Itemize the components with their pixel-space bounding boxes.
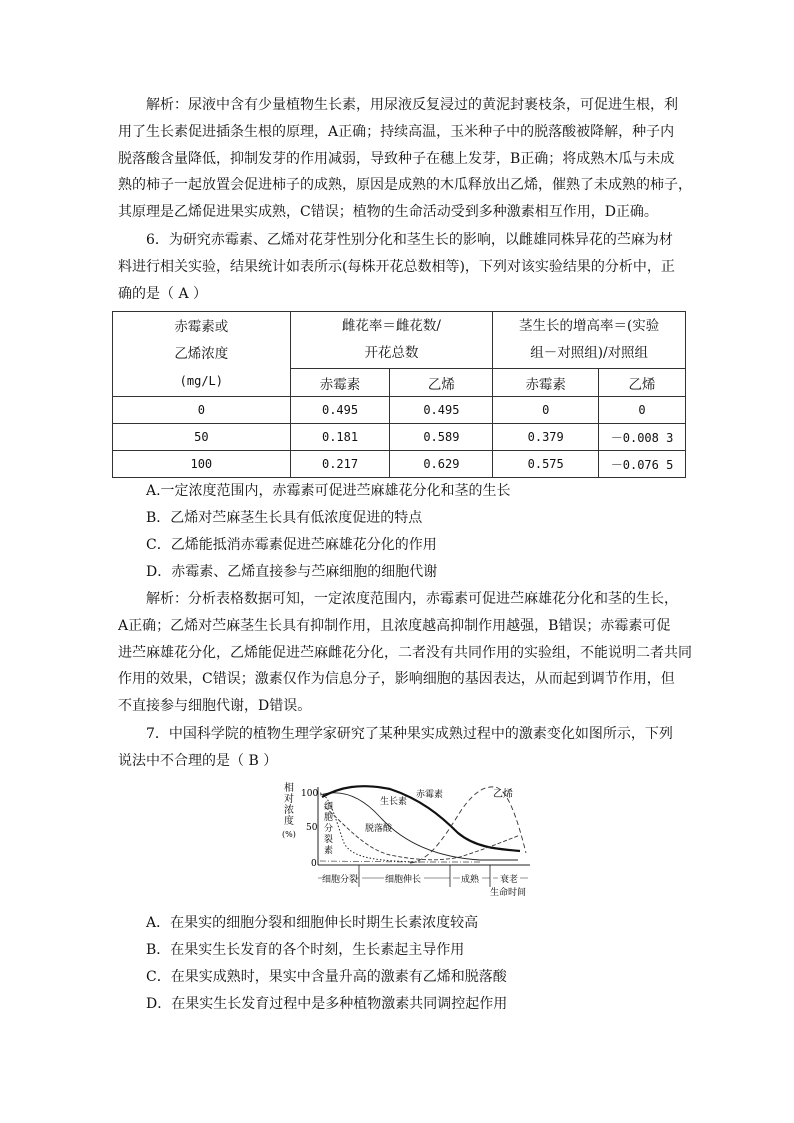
- stage-label: 衰老: [500, 875, 519, 885]
- table-cell: 0: [599, 397, 686, 424]
- auxin-label: 生长素: [380, 797, 408, 807]
- header-text: 开花总数: [364, 345, 419, 361]
- text-line: 不直接参与细胞代谢，D错误。: [118, 698, 312, 715]
- header-text: 乙烯浓度: [174, 345, 229, 362]
- q7-option-a: A．在果实的细胞分裂和细胞伸长时期生长素浓度较高: [146, 915, 479, 931]
- header-text: 组－对照组)/对照组: [530, 345, 649, 361]
- table-subheader: 赤霉素: [493, 369, 599, 397]
- stage-label: 成熟: [461, 875, 480, 885]
- y-tick-100: 100: [301, 789, 319, 799]
- ethylene-label: 乙烯: [493, 789, 513, 800]
- q7-option-c: C．在果实成熟时，果实中含量升高的激素有乙烯和脱落酸: [146, 969, 507, 985]
- table-cell: 0: [113, 397, 291, 424]
- text-line: A正确；乙烯对苎麻茎生长具有抑制作用，且浓度越高抑制作用越强，B错误；赤霉素可促: [118, 617, 671, 634]
- stage-label: 细胞伸长: [385, 875, 422, 885]
- text-line: 解析：分析表格数据可知，一定浓度范围内，赤霉素可促进苎麻雄花分化和茎的生长，: [146, 591, 678, 607]
- table-cell: 0.495: [290, 397, 390, 424]
- text-line: 7．中国科学院的植物生理学家研究了某种果实成熟过程中的激素变化如图所示，下列: [146, 726, 673, 742]
- text-line: 料进行相关实验，结果统计如表所示(每株开花总数相等)，下列对该实验结果的分析中，正: [118, 258, 675, 275]
- y-axis-label: 相 对 浓 度 (%): [282, 783, 296, 839]
- x-axis-label: 生命时间: [490, 888, 527, 898]
- q6-option-c: C．乙烯能抵消赤霉素促进苎麻雄花分化的作用: [146, 537, 437, 553]
- header-text: (mg/L): [179, 373, 223, 388]
- table-cell: －0.008 3: [599, 424, 686, 451]
- y-tick-50: 50: [306, 823, 318, 833]
- table-subheader: 赤霉素: [290, 369, 390, 397]
- q6-option-d: D．赤霉素、乙烯直接参与苎麻细胞的细胞代谢: [146, 564, 438, 580]
- table-cell: 0.181: [290, 424, 390, 451]
- abscisic-acid-label: 脱落酸: [365, 824, 393, 834]
- table-subheader: 乙烯: [599, 369, 686, 397]
- text-line: 作用的效果，C错误；激素仅作为信息分子，影响细胞的基因表达，从而起到调节作用，但: [118, 671, 675, 688]
- header-text: 茎生长的增高率＝(实验: [519, 318, 660, 334]
- hormone-change-figure: [280, 781, 536, 899]
- text-line: 6．为研究赤霉素、乙烯对花芽性别分化和茎生长的影响，以雌雄同株异花的苎麻为材: [146, 232, 673, 248]
- q7-stem: [118, 721, 684, 775]
- q6-option-a: A.一定浓度范围内，赤霉素可促进苎麻雄花分化和茎的生长: [146, 483, 511, 499]
- table-cell: －0.076 5: [599, 451, 686, 478]
- table-subheader: 乙烯: [390, 369, 493, 397]
- q6-data-table: [112, 311, 686, 478]
- cytokinin-label: 细 胞 分 裂 素: [324, 802, 334, 856]
- table-cell: 0: [493, 397, 599, 424]
- text-line: 说法中不合理的是（ B ）: [118, 752, 278, 769]
- table-cell: 100: [113, 451, 291, 478]
- text-line: 用了生长素促进插条生根的原理，A正确；持续高温，玉米种子中的脱落酸被降解，种子内: [118, 123, 675, 140]
- q7-option-b: B．在果实生长发育的各个时刻，生长素起主导作用: [146, 942, 465, 958]
- text-line: 脱落酸含量降低，抑制发芽的作用减弱，导致种子在穗上发芽，B正确；将成熟木瓜与未成: [118, 150, 675, 167]
- table-row: [113, 424, 686, 451]
- table-header-female-rate: [290, 312, 493, 369]
- table-header-concentration: [113, 312, 291, 397]
- stage-label: 细胞分裂: [322, 875, 359, 885]
- header-text: 赤霉素或: [174, 318, 229, 335]
- table-cell: 50: [113, 424, 291, 451]
- q6-analysis: [118, 586, 692, 720]
- baseline-dashdot-line: [320, 861, 480, 862]
- table-cell: 0.495: [390, 397, 493, 424]
- text-line: 解析：尿液中含有少量植物生长素，用尿液反复浸过的黄泥封裹枝条，可促进生根，利: [146, 97, 678, 113]
- text-line: 其原理是乙烯促进果实成熟，C错误；植物的生命活动受到多种激素相互作用，D正确。: [118, 204, 658, 221]
- q7-option-d: D．在果实生长发育过程中是多种植物激素共同调控起作用: [146, 996, 508, 1012]
- table-row: [113, 397, 686, 424]
- text-line: 确的是（ A ）: [118, 285, 208, 302]
- q5-analysis: [118, 92, 692, 226]
- abscisic-acid-curve: [325, 807, 520, 860]
- q6-stem: [118, 227, 684, 307]
- table-header-growth-rate: [493, 312, 686, 369]
- y-tick-0: 0: [311, 859, 317, 869]
- text-line: 熟的柿子一起放置会促进柿子的成熟，原因是成熟的木瓜释放出乙烯，催熟了未成熟的柿子，: [118, 177, 692, 194]
- table-cell: 0.589: [390, 424, 493, 451]
- q6-option-b: B．乙烯对苎麻茎生长具有低浓度促进的特点: [146, 510, 423, 526]
- table-cell: 0.217: [290, 451, 390, 478]
- table-row: [113, 451, 686, 478]
- gibberellin-label: 赤霉素: [416, 790, 444, 800]
- table-cell: 0.379: [493, 424, 599, 451]
- table-cell: 0.575: [493, 451, 599, 478]
- text-line: 进苎麻雄花分化，乙烯能促进苎麻雌花分化，二者没有共同作用的实验组，不能说明二者共同: [118, 644, 692, 661]
- table-cell: 0.629: [390, 451, 493, 478]
- header-text: 雌花率＝雌花数/: [341, 318, 441, 334]
